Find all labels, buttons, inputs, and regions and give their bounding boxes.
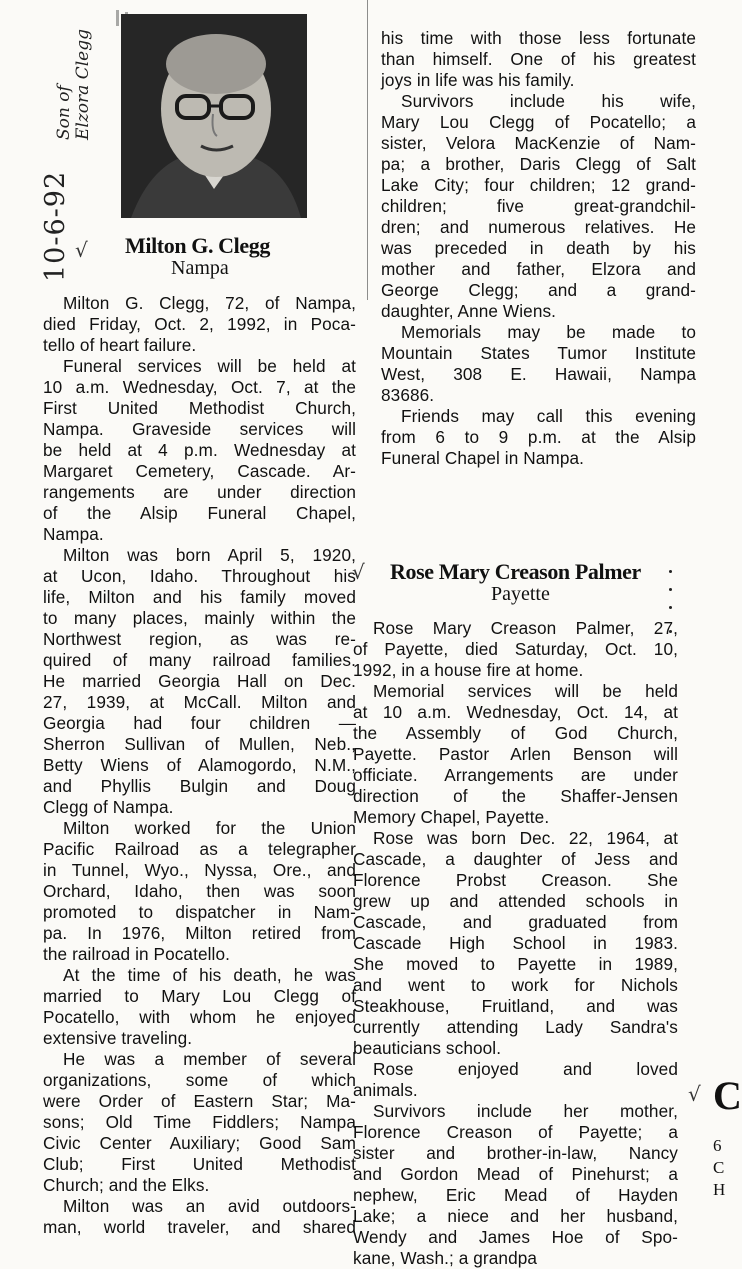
text-line: life, Milton and his family moved [43,587,356,607]
text-line: Survivors include her mother, [373,1101,678,1121]
text-line: beauticians school. [353,1038,502,1058]
text-line: Florence Probst Creason. She [353,870,678,890]
text-line: sister, Velora MacKenzie of Nam- [381,133,696,153]
text-line: the railroad in Pocatello. [43,944,230,964]
text-line: Civic Center Auxiliary; Good Sam [43,1133,356,1153]
text-line: Friends may call this evening [401,406,696,426]
text-line: Pacific Railroad as a telegrapher [43,839,356,859]
text-line: Rose Mary Creason Palmer, 27, [373,618,678,638]
text-line: Milton was an avid outdoors- [63,1196,356,1216]
text-line: man, world traveler, and shared [43,1217,356,1237]
text-line: Memorials may be made to [401,322,696,342]
handwritten-note-line1: Son of [54,85,74,140]
text-line: and Phyllis Bulgin and Doug [43,776,356,796]
text-line: officiate. Arrangements are under [353,765,678,785]
text-line: of the Alsip Funeral Chapel, [43,503,356,523]
text-line: Mountain States Tumor Institute [381,343,696,363]
text-line: joys in life was his family. [381,70,575,90]
text-line: Lake; a niece and her husband, [353,1206,678,1226]
text-line: nephew, Eric Mead of Hayden [353,1185,678,1205]
text-line: dren; and numerous relatives. He [381,217,696,237]
text-line: children; five great-grandchil- [381,196,696,216]
print-mark [116,10,119,26]
obituary2-name: Rose Mary Creason Palmer [390,559,641,584]
text-line: Rose was born Dec. 22, 1964, at [373,828,678,848]
text-line: Memory Chapel, Payette. [353,807,550,827]
handwritten-note [55,29,93,140]
obituary-body-left [43,293,356,1238]
text-line: 83686. [381,385,435,405]
text-line: Milton G. Clegg, 72, of Nampa, [63,293,356,313]
text-line: She moved to Payette in 1989, [353,954,678,974]
text-line: He was a member of several [63,1049,356,1069]
text-line: quired of many railroad families. [43,650,356,670]
text-line: Milton was born April 5, 1920, [63,545,356,565]
text-line: Northwest region, as was re- [43,629,356,649]
text-line: and went to work for Nichols [353,975,678,995]
text-line: West, 308 E. Hawaii, Nampa [381,364,696,384]
edge-fragment-text: C [713,1158,725,1177]
column-divider [367,0,368,300]
text-line: extensive traveling. [43,1028,193,1048]
text-line: Cascade High School in 1983. [353,933,678,953]
text-line: Nampa. Graveside services will [43,419,356,439]
text-line: in Tunnel, Wyo., Nyssa, Ore., and [43,860,356,880]
text-line: Pocatello, with whom he enjoyed [43,1007,356,1027]
edge-fragment-text: H [713,1180,726,1199]
text-line: Church; and the Elks. [43,1175,210,1195]
text-line: Cascade, and graduated from [353,912,678,932]
handwritten-date: 10-6-92 [40,170,71,282]
text-line: Betty Wiens of Alamogordo, N.M., [43,755,356,775]
text-line: pa; a brother, Daris Clegg of Salt [381,154,696,174]
text-line: Sherron Sullivan of Mullen, Neb., [43,734,356,754]
text-line: He married Georgia Hall on Dec. [43,671,356,691]
print-dot [669,606,672,609]
text-line: the Assembly of God Church, [353,723,678,743]
text-line: direction of the Shaffer-Jensen [353,786,678,806]
text-line: his time with those less fortunate [381,28,696,48]
text-line: Survivors include his wife, [401,91,696,111]
text-line: was preceded in death by his [381,238,696,258]
text-line: were Order of Eastern Star; Ma- [43,1091,356,1111]
text-line: 27, 1939, at McCall. Milton and [43,692,356,712]
text-line: At the time of his death, he was [63,965,356,985]
text-line: at 10 a.m. Wednesday, Oct. 14, at [353,702,678,722]
portrait-icon [121,14,307,218]
text-line: at Ucon, Idaho. Throughout his [43,566,356,586]
text-line: pa. In 1976, Milton retired from [43,923,356,943]
text-line: Clegg of Nampa. [43,797,174,817]
text-line: and Gordon Mead of Pinehurst; a [353,1164,678,1184]
text-line: Mary Lou Clegg of Pocatello; a [381,112,696,132]
text-line: sons; Old Time Fiddlers; Nampa [43,1112,356,1132]
text-line: from 6 to 9 p.m. at the Alsip [381,427,696,447]
check-mark-icon: √ [75,238,88,262]
text-line: Lake City; four children; 12 grand- [381,175,696,195]
print-dot [669,570,672,573]
text-line: Florence Creason of Payette; a [353,1122,678,1142]
obituary2-town: Payette [491,583,550,605]
text-line: tello of heart failure. [43,335,197,355]
check-mark-icon: √ [352,560,365,584]
text-line: Rose enjoyed and loved [373,1059,678,1079]
text-line: of Payette, died Saturday, Oct. 10, [353,639,678,659]
text-line: Milton worked for the Union [63,818,356,838]
obituary-town: Nampa [171,257,229,279]
text-line: 1992, in a house fire at home. [353,660,584,680]
text-line: Payette. Pastor Arlen Benson will [353,744,678,764]
handwritten-note-line2: Elzora Clegg [73,29,93,140]
text-line: than himself. One of his greatest [381,49,696,69]
text-line: Nampa. [43,524,104,544]
check-mark-icon: √ [688,1082,701,1106]
text-line: Georgia had four children — [43,713,356,733]
text-line: daughter, Anne Wiens. [381,301,557,321]
text-line: Wendy and James Hoe of Spo- [353,1227,678,1247]
text-line: Funeral services will be held at [63,356,356,376]
obituary2-body [353,618,678,1269]
print-dot [669,588,672,591]
text-line: promoted to dispatcher in Nam- [43,902,356,922]
text-line: Cascade, a daughter of Jess and [353,849,678,869]
text-line: be held at 4 p.m. Wednesday at [43,440,356,460]
text-line: organizations, some of which [43,1070,356,1090]
text-line: mother and father, Elzora and [381,259,696,279]
text-line: to many places, mainly within the [43,608,356,628]
edge-fragment-text: 6 [713,1136,722,1155]
text-line: sister and brother-in-law, Nancy [353,1143,678,1163]
portrait-photo [121,14,307,218]
edge-fragment-headline: C [713,1073,742,1118]
text-line: animals. [353,1080,418,1100]
text-line: grew up and attended schools in [353,891,678,911]
text-line: George Clegg; and a grand- [381,280,696,300]
text-line: Margaret Cemetery, Cascade. Ar- [43,461,356,481]
obituary-name: Milton G. Clegg [125,233,270,258]
text-line: married to Mary Lou Clegg of [43,986,356,1006]
text-line: Club; First United Methodist [43,1154,356,1174]
text-line: Funeral Chapel in Nampa. [381,448,585,468]
text-line: Steakhouse, Fruitland, and was [353,996,678,1016]
text-line: currently attending Lady Sandra's [353,1017,678,1037]
text-line: died Friday, Oct. 2, 1992, in Poca- [43,314,356,334]
text-line: Orchard, Idaho, then was soon [43,881,356,901]
text-line: rangements are under direction [43,482,356,502]
text-line: 10 a.m. Wednesday, Oct. 7, at the [43,377,356,397]
obituary-body-right [381,28,696,469]
text-line: Memorial services will be held [373,681,678,701]
text-line: kane, Wash.; a grandpa [353,1248,538,1268]
text-line: First United Methodist Church, [43,398,356,418]
